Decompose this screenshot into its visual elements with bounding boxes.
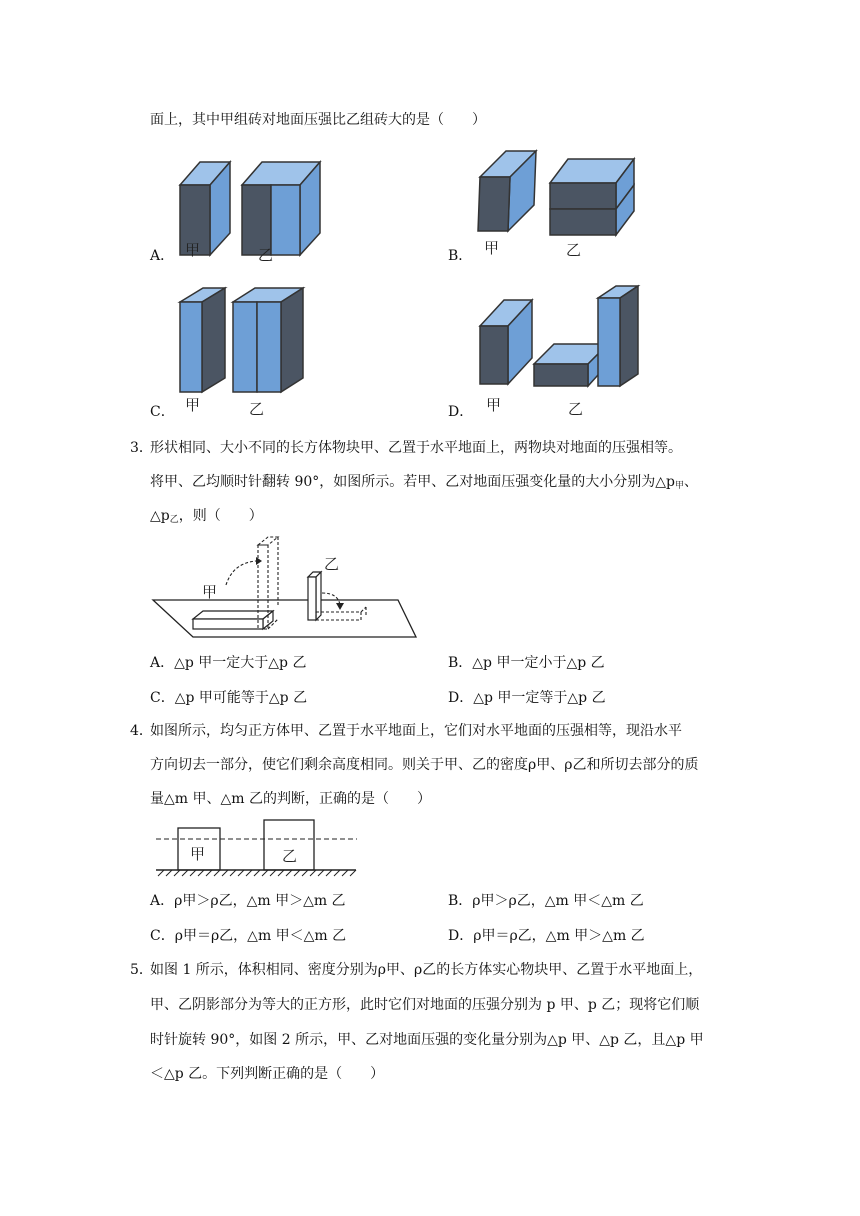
- label-yi: 乙: [324, 555, 340, 573]
- label-yi: 乙: [566, 241, 582, 259]
- q2-figure-b: [470, 145, 650, 265]
- q3-figure: [148, 535, 418, 640]
- q2-option-d[interactable]: D．: [448, 404, 474, 420]
- q3-stem-line2: 将甲、乙均顺时针翻转 90°，如图所示。若甲、乙对地面压强变化量的大小分别为$\triangle p_甲$、: [150, 474, 699, 491]
- label-jia: 甲: [202, 583, 218, 601]
- label-jia: 甲: [185, 396, 201, 414]
- q3-stem-line3: $\triangle p_乙$，则（ ）: [150, 508, 263, 525]
- bricks-yi-a: [242, 162, 320, 255]
- q4-option-a[interactable]: A．ρ甲＞ρ乙，△m 甲＞△m 乙: [150, 893, 346, 909]
- brick-jia-d: [480, 300, 532, 384]
- q4-stem-line1: 如图所示，均匀正方体甲、乙置于水平地面上，它们对水平地面的压强相等，现沿水平: [150, 723, 682, 739]
- q4-stem-line3: 量△m 甲、△m 乙的判断，正确的是（ ）: [150, 791, 431, 807]
- q3-option-d[interactable]: D．△p 甲一定等于△p 乙: [448, 690, 606, 706]
- q5-stem-line4: ＜△p 乙。下列判断正确的是（ ）: [150, 1066, 385, 1082]
- ground-hatch: [158, 870, 356, 876]
- label-jia: 甲: [185, 241, 201, 259]
- label-jia: 甲: [190, 845, 206, 863]
- q3-option-a[interactable]: A．△p 甲一定大于△p 乙: [150, 655, 307, 671]
- q5-stem-line1: 如图 1 所示，体积相同、密度分别为ρ甲、ρ乙的长方体实心物块甲、乙置于水平地面上，: [150, 962, 703, 978]
- q4-stem-line2: 方向切去一部分，使它们剩余高度相同。则关于甲、乙的密度ρ甲、ρ乙和所切去部分的质: [150, 757, 699, 773]
- label-yi: 乙: [568, 400, 584, 418]
- q3-number: 3．: [130, 440, 153, 456]
- q3-stem-line1: 形状相同、大小不同的长方体物块甲、乙置于水平地面上，两物块对地面的压强相等。: [150, 440, 682, 456]
- q3-option-b[interactable]: B．△p 甲一定小于△p 乙: [448, 655, 605, 671]
- q2-option-b[interactable]: B．: [448, 248, 473, 264]
- q5-stem-line2: 甲、乙阴影部分为等大的正方形，此时它们对地面的压强分别为 p 甲、p 乙；现将它们顺: [150, 997, 700, 1013]
- q4-option-d[interactable]: D．ρ甲＝ρ乙，△m 甲＞△m 乙: [448, 928, 645, 944]
- q4-option-b[interactable]: B．ρ甲＞ρ乙，△m 甲＜△m 乙: [448, 893, 644, 909]
- q4-figure: [152, 815, 362, 880]
- q2-option-a[interactable]: A．: [150, 248, 175, 264]
- brick-jia-c: [180, 288, 225, 392]
- q2-figure-c: [165, 280, 325, 420]
- q2-text: 面上，其中甲组砖对地面压强比乙组砖大的是（ ）: [150, 112, 486, 128]
- bricks-yi-b: [550, 159, 634, 235]
- label-jia: 甲: [486, 396, 502, 414]
- q4-number: 4．: [130, 723, 153, 739]
- q2-figure-d: [470, 280, 650, 420]
- block-jia-flat: [193, 611, 273, 629]
- bricks-yi-c: [233, 288, 303, 392]
- block-yi-upright: [308, 572, 321, 620]
- bricks-yi-d: [534, 286, 638, 386]
- q3-option-c[interactable]: C．△p 甲可能等于△p 乙: [150, 690, 308, 706]
- q5-stem-line3: 时针旋转 90°，如图 2 所示，甲、乙对地面压强的变化量分别为△p 甲、△p 乙，且△p 甲: [150, 1032, 704, 1048]
- label-yi: 乙: [258, 246, 274, 264]
- label-yi: 乙: [282, 847, 298, 865]
- q2-option-c[interactable]: C．: [150, 404, 175, 420]
- brick-jia-b: [478, 151, 536, 231]
- q5-number: 5．: [130, 962, 153, 978]
- label-yi: 乙: [249, 400, 265, 418]
- q4-option-c[interactable]: C．ρ甲＝ρ乙，△m 甲＜△m 乙: [150, 928, 347, 944]
- rotate-arrow-jia: [226, 561, 256, 585]
- label-jia: 甲: [484, 239, 500, 257]
